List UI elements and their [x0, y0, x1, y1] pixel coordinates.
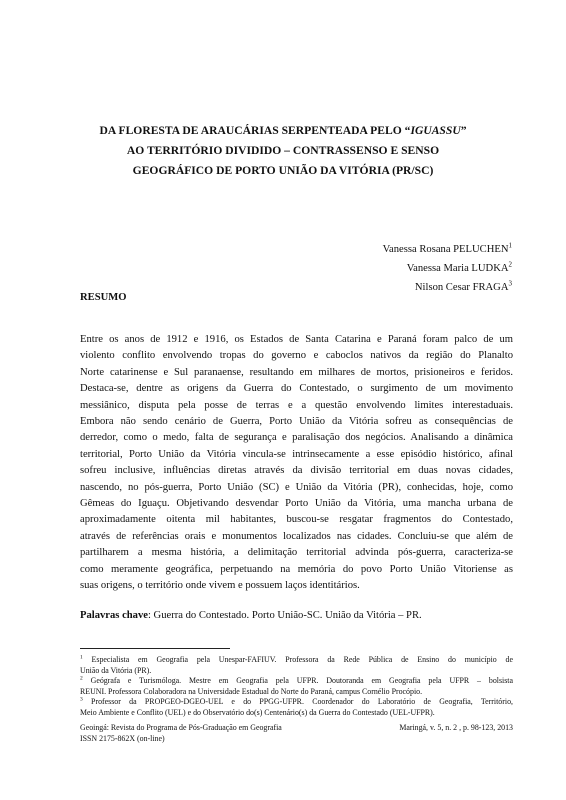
title-italic-term: IGUASSU	[410, 124, 461, 137]
footnote-text: Especialista em Geografia pela Unespar-FAFIUV. Professora da Rede Pública de Ensino do município de	[82, 655, 513, 664]
footnote-text: REUNI. Professora Colaboradora na Universidade Estadual do Norte do Paraná, campus Cornélio Procópio.	[80, 686, 423, 696]
footnote-line	[80, 666, 513, 677]
abstract-line: Gêmeas do Iguaçu. Objetivando desvendar Porto União da Vitória, uma mancha urbana de	[80, 498, 513, 510]
abstract-line: derredor, como o medo, falta de segurança e paralisação dos negócios. Analisando a dinâmica	[80, 432, 513, 444]
footnote-1	[80, 655, 513, 676]
article-title	[70, 121, 496, 181]
abstract-line: como meramente geográfica, perpetuando na memória do povo Porto União Vitoriense as	[80, 563, 513, 575]
abstract-line: através de referências orais e monumentos localizados nas cidades. Concluiu-se que além de	[80, 530, 513, 542]
abstract-line: sofreu inclusive, influências diretas através da divisão territorial em duas novas cidades,	[80, 465, 513, 477]
footnote-number: 3	[80, 696, 83, 703]
author-2: Vanessa Maria LUDKA$^2$	[406, 260, 512, 274]
footnote-text: União da Vitória (PR).	[80, 665, 152, 675]
footnote-line	[80, 687, 513, 698]
abstract-line: Embora não sendo cenário de Guerra, Porto União da Vitória sofreu as consequências de	[80, 416, 513, 428]
abstract-line: territorial, Porto União da Vitória vincula-se intrinsecamente a esse episódio histórico, afinal	[80, 448, 513, 460]
footnote-number: 1	[80, 654, 83, 661]
title-line-3: GEOGRÁFICO DE PORTO UNIÃO DA VITÓRIA (PR/SC)	[132, 164, 434, 177]
footnote-divider	[80, 648, 230, 649]
footnote-2	[80, 676, 513, 697]
title-line-2: AO TERRITÓRIO DIVIDIDO – CONTRASSENSO E SENSO	[126, 144, 440, 157]
abstract-body	[80, 332, 513, 595]
footnotes	[80, 655, 513, 719]
keywords-text: : Guerra do Contestado. Porto União-SC. União da Vitória – PR.	[147, 610, 422, 621]
abstract-line: Norte catarinense e Sul paranaense, resultando em milhares de mortos, prisioneiros e feridos.	[80, 366, 513, 378]
page-footer	[80, 723, 513, 744]
footnote-text: Meio Ambiente e Conflito (UEL) e do Observatório do(s) Centenário(s) da Guerra do Contestado (UEL-UFPR).	[80, 707, 435, 717]
footnote-line	[80, 676, 513, 687]
abstract-heading: RESUMO	[80, 292, 127, 303]
footer-row	[80, 734, 513, 745]
footnote-number: 2	[80, 675, 83, 682]
abstract-line: Destaca-se, dentre as origens da Guerra do Contestado, o surgimento de um movimento	[80, 383, 513, 395]
author-list	[383, 240, 512, 297]
footnote-line	[80, 655, 513, 666]
abstract-line: violento conflito envolvendo tropas do governo e caboclos nativos da região do Planalto	[80, 350, 513, 362]
abstract-line: Entre os anos de 1912 e 1916, os Estados de Santa Catarina e Paraná foram palco de um	[80, 334, 513, 345]
footer-row	[80, 723, 513, 734]
footnote-text: Geógrafa e Turismóloga. Mestre em Geografia pela UFPR. Doutoranda em Geografia pela UFPR – bolsista	[82, 676, 513, 686]
abstract-line: aproximadamente oitenta mil habitantes, buscou-se resgatar fragmentos do Contestado,	[80, 514, 513, 526]
footnote-mark[interactable]: 1	[508, 241, 512, 250]
abstract-line: partilharem a mesma história, a delimitação territorial advinda pós-guerra, caracteriza-se	[80, 547, 513, 559]
footnote-mark[interactable]: 2	[508, 260, 512, 269]
author-1: Vanessa Rosana PELUCHEN$^1$	[382, 241, 512, 255]
keywords-label: Palavras chave	[80, 610, 148, 621]
author-3: Nilson Cesar FRAGA$^3$	[414, 279, 512, 293]
title-line-1: DA FLORESTA DE ARAUCÁRIAS SERPENTEADA PELO “IGUASSU”	[99, 124, 467, 137]
abstract-line: nascendo, no pós-guerra, Porto União (SC) e União da Vitória (PR), conhecidas, hoje, como	[80, 481, 513, 493]
footnote-line	[80, 697, 513, 708]
footnote-mark[interactable]: 3	[508, 279, 512, 288]
keywords	[80, 610, 422, 621]
journal-name: Geoingá: Revista do Programa de Pós-Graduação em Geografia	[80, 723, 282, 732]
abstract-line: messiânico, disputa pela posse de terras e a questão envolvendo limites interestaduais.	[80, 399, 513, 411]
abstract-line: suas origens, o território onde vivem e possuem laços identitários.	[80, 580, 360, 592]
footnote-line	[80, 708, 513, 719]
issn: ISSN 2175-862X (on-line)	[80, 733, 165, 743]
citation: Maringá, v. 5, n. 2 , p. 98-123, 2013	[399, 723, 513, 732]
footnote-text: Professor da PROPGEO-DGEO-UEL e do PPGG-UFPR. Coordenador do Laboratório de Geografia, Território,	[82, 697, 513, 707]
footnote-3	[80, 697, 513, 718]
